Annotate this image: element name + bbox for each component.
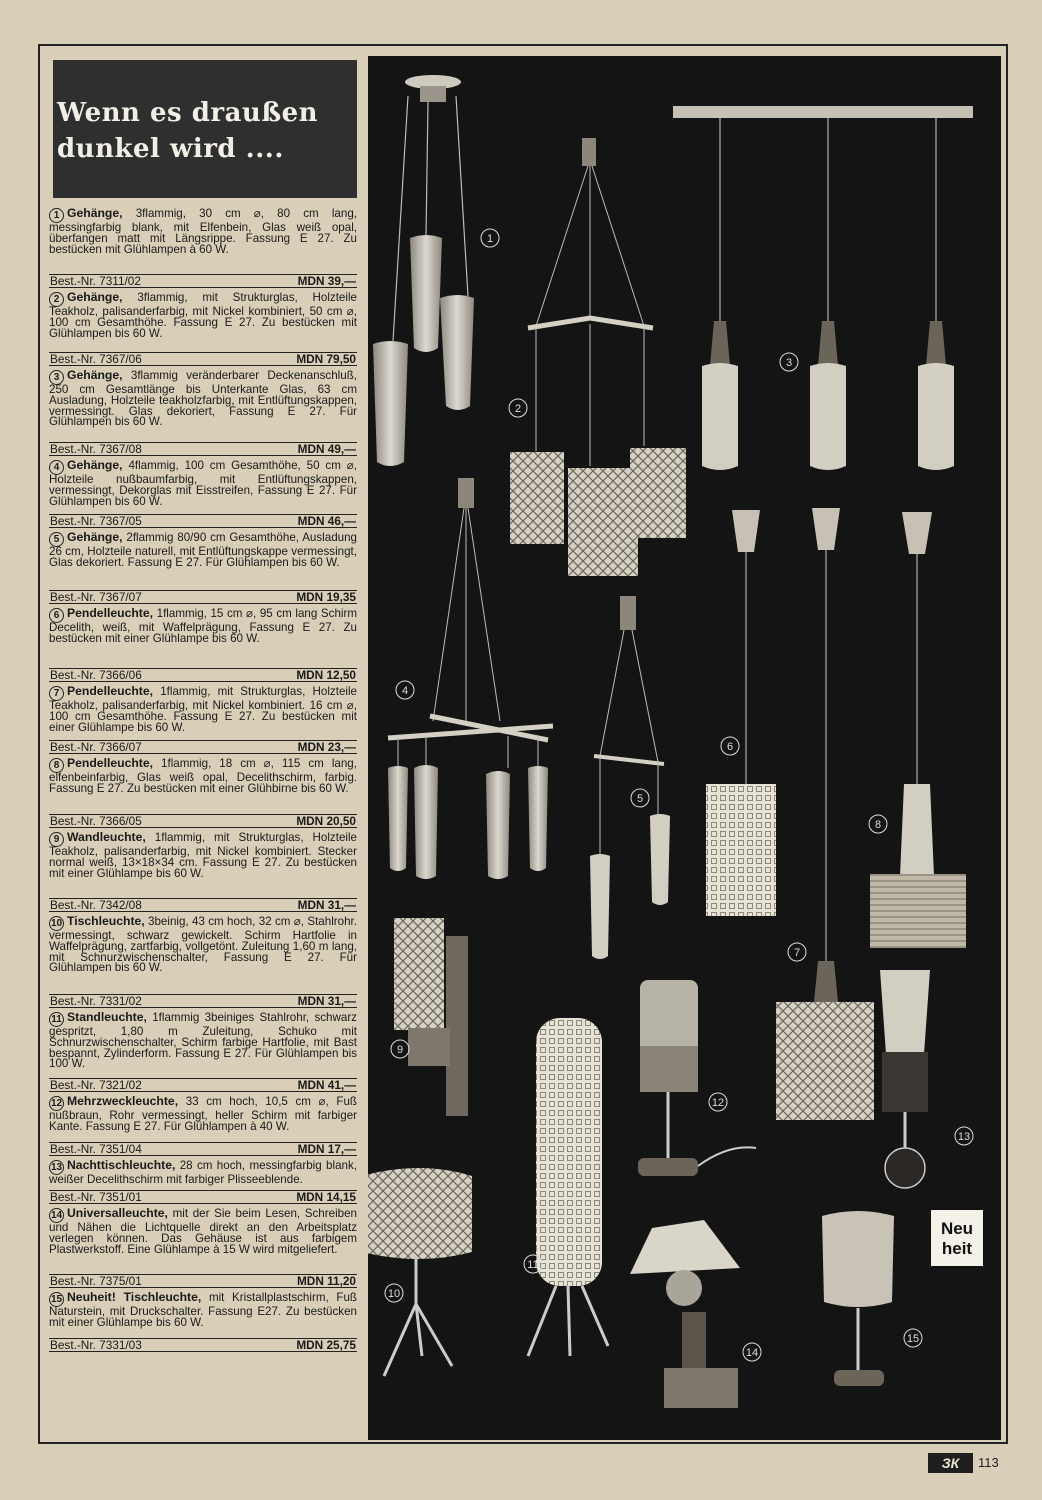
order-number: Best.-Nr. 7375/01 — [50, 1274, 142, 1288]
lamp-9-illustration — [394, 918, 468, 1116]
product-entry — [49, 208, 357, 292]
entry-description — [49, 1292, 357, 1329]
product-entry — [49, 1096, 357, 1160]
entry-text: 3flammig veränderbarer Deckenanschluß, 250 cm Gesamtlänge bis Unterkante Glas, 63 cm Ausladung, Holzteile teakholzfarbig, mit Entlüftungskappen, vermessingt. Glas dekoriert, Fassung E 27. Für Glühlampen bis 60 W. — [49, 369, 357, 429]
entry-order-row — [49, 740, 357, 754]
entry-order-row — [49, 590, 357, 604]
price: MDN 31,— — [297, 994, 356, 1008]
photo-label-7: 7 — [793, 947, 801, 959]
entry-product-name: Pendelleuchte, — [67, 756, 154, 770]
product-entry — [49, 370, 357, 460]
entry-text: 3flammig, mit Strukturglas, Holzteile Teakholz, palisanderfarbig, mit Nickel kombiniert, 50 cm ⌀, 100 cm Gesamthöhe. Fassung E 27. Zu bestücken mit Glühlampen bis 60 W. — [49, 291, 357, 340]
price: MDN 14,15 — [296, 1190, 356, 1204]
entry-text: 28 cm hoch, messingfarbig blank, weißer Decelithschirm mit farbiger Plisseeblende. — [49, 1159, 357, 1186]
photo-label-14: 14 — [745, 1347, 759, 1359]
photo-number-labels — [385, 229, 973, 1361]
order-number: Best.-Nr. 7311/02 — [50, 274, 141, 288]
entry-number: 9 — [49, 832, 64, 847]
badge-line-1: Neu — [940, 1219, 974, 1238]
entry-text: mit der Sie beim Lesen, Schreiben und Nähen die Lichtquelle direkt an den Arbeitsplatz verlegen können. Das Gehäuse ist aus farbigem Plastwerkstoff. Eine Glühlampe à 15 W wird mitgeliefert. — [49, 1207, 357, 1256]
entry-number: 2 — [49, 292, 64, 307]
entry-text: 4flammig, 100 cm Gesamthöhe, 50 cm ⌀, Holzteile nußbaumfarbig, mit Entlüftungskappen, vermessingt, Dekorglas mit Eisstreifen, Fassung E 27. Für Glühlampen bis 60 W. — [49, 459, 357, 508]
photo-label-4: 4 — [401, 685, 409, 697]
product-entry — [49, 460, 357, 532]
order-number: Best.-Nr. 7351/01 — [50, 1190, 142, 1204]
entry-number: 1 — [49, 208, 64, 223]
entry-product-name: Wandleuchte, — [67, 830, 146, 844]
entry-description — [49, 832, 357, 879]
lamp-7-illustration — [776, 508, 874, 1120]
entry-product-name: Tischleuchte, — [67, 914, 145, 928]
entry-description — [49, 686, 357, 733]
order-number: Best.-Nr. 7351/04 — [50, 1142, 142, 1156]
entry-number: 4 — [49, 460, 64, 475]
product-entry — [49, 916, 357, 1012]
entry-text: 1flammig, mit Strukturglas, Holzteile Teakholz, palisanderfarbig, mit Nickel kombiniert. 16 cm ⌀, 100 cm Gesamthöhe. Fassung E 27. Zu bestücken mit einer Glühlampe bis 60 W. — [49, 685, 357, 734]
entry-text: 1flammig, 18 cm ⌀, 115 cm lang, elfenbeinfarbig, Glas weiß opal, Decelithschirm, farbig. Fassung E 27. Zu bestücken mit einer Glühbirne bis 60 W. — [49, 757, 357, 795]
price: MDN 12,50 — [296, 668, 356, 682]
lamp-12-illustration — [638, 980, 756, 1176]
lamp-13-illustration — [880, 970, 930, 1188]
entry-number: 6 — [49, 608, 64, 623]
entry-text: 1flammig 3beiniges Stahlrohr, schwarz gespritzt, 1,80 m Zuleitung, Schuko mit Schnurzwischenschalter, Schirm farbige Hartfolie, mit Bast bespannt, Zylinderform. Fassung E 27. Für Glühlampen bis 100 W. — [49, 1011, 357, 1071]
entry-number: 10 — [50, 918, 63, 929]
entry-order-row — [49, 1190, 357, 1204]
photo-label-13: 13 — [957, 1131, 971, 1143]
entry-description — [49, 460, 357, 507]
price: MDN 25,75 — [296, 1338, 356, 1352]
price: MDN 19,35 — [296, 590, 356, 604]
price: MDN 23,— — [297, 740, 356, 754]
photo-label-9: 9 — [396, 1044, 404, 1056]
entry-order-row — [49, 352, 357, 366]
photo-label-1: 1 — [486, 233, 494, 245]
lamp-15-illustration — [822, 1211, 894, 1386]
entry-text: 1flammig, mit Strukturglas, Holzteile Teakholz, palisanderfarbig, mit Nickel kombiniert. Stecker normal weiß, 13×18×34 cm. Fassung E 27. Zu bestücken mit einer Glühlampe bis 60 W. — [49, 831, 357, 880]
entry-product-name: Gehänge, — [67, 458, 123, 472]
entry-text: mit Kristallplastschirm, Fuß Naturstein, mit Druckschalter. Fassung E27. Zu bestücken mit einer Glühlampe bis 60 W. — [49, 1291, 357, 1329]
entry-number: 8 — [49, 758, 64, 773]
headline-box — [53, 60, 357, 198]
lamp-10-illustration — [368, 1168, 472, 1376]
product-entry — [49, 1012, 357, 1096]
entry-number: 3 — [49, 370, 64, 385]
entry-description — [49, 1096, 357, 1133]
photo-label-2: 2 — [514, 403, 522, 415]
entry-order-row — [49, 1078, 357, 1092]
price: MDN 31,— — [297, 898, 356, 912]
entry-product-name: Pendelleuchte, — [67, 606, 154, 620]
entry-product-name: Gehänge, — [67, 206, 123, 220]
order-number: Best.-Nr. 7367/07 — [50, 590, 142, 604]
entry-order-row — [49, 814, 357, 828]
entry-description — [49, 1208, 357, 1255]
order-number: Best.-Nr. 7331/02 — [50, 994, 142, 1008]
entry-product-name: Neuheit! Tischleuchte, — [67, 1290, 202, 1304]
entry-description — [49, 1012, 357, 1070]
entry-product-name: Standleuchte, — [67, 1010, 147, 1024]
page-number: 113 — [978, 1455, 999, 1470]
lamp-5-illustration — [590, 596, 670, 959]
entry-number: 11 — [49, 1012, 64, 1027]
lamps-illustration — [368, 56, 1001, 1440]
price: MDN 46,— — [297, 514, 356, 528]
entry-product-name: Nachttischleuchte, — [67, 1158, 176, 1172]
photo-label-5: 5 — [636, 793, 644, 805]
order-number: Best.-Nr. 7367/06 — [50, 352, 142, 366]
price: MDN 11,20 — [296, 1274, 356, 1288]
lamp-2-illustration — [510, 138, 686, 576]
order-number: Best.-Nr. 7321/02 — [50, 1078, 142, 1092]
price: MDN 41,— — [297, 1078, 356, 1092]
entry-number: 12 — [50, 1098, 63, 1109]
entry-product-name: Universalleuchte, — [67, 1206, 168, 1220]
photo-label-12: 12 — [711, 1097, 725, 1109]
badge-line-2: heit — [941, 1239, 973, 1258]
product-entry — [49, 832, 357, 916]
order-number: Best.-Nr. 7366/06 — [50, 668, 142, 682]
entry-product-name: Mehrzweckleuchte, — [67, 1094, 179, 1108]
entry-product-name: Pendelleuchte, — [67, 684, 154, 698]
photo-label-3: 3 — [785, 357, 793, 369]
entry-text: 1flammig, 15 cm ⌀, 95 cm lang Schirm Decelith, weiß, mit Waffelprägung, Fassung E 27. Zu bestücken mit einer Glühlampe bis 60 W. — [49, 607, 357, 645]
entry-product-name: Gehänge, — [67, 290, 123, 304]
product-entries — [47, 208, 359, 1356]
entry-description — [49, 758, 357, 795]
entry-description — [49, 208, 357, 255]
entry-order-row — [49, 514, 357, 528]
entry-description — [49, 292, 357, 339]
entry-order-row — [49, 274, 357, 288]
entry-order-row — [49, 668, 357, 682]
entry-order-row — [49, 994, 357, 1008]
entry-order-row — [49, 1338, 357, 1352]
entry-number: 5 — [49, 532, 64, 547]
entry-product-name: Gehänge, — [67, 530, 123, 544]
publisher-logo: ЗК — [928, 1453, 973, 1473]
entry-description — [49, 916, 357, 974]
entry-number: 7 — [49, 686, 64, 701]
entry-text: 33 cm hoch, 10,5 cm ⌀, Fuß nußbraun, Rohr vermessingt, heller Schirm mit farbiger Kante. Fassung E 27. Für Glühlampen à 40 W. — [49, 1095, 357, 1133]
entry-description — [49, 1160, 357, 1186]
product-entry — [49, 686, 357, 758]
lamp-11-illustration — [528, 1018, 608, 1356]
entry-text: 3beinig, 43 cm hoch, 32 cm ⌀, Stahlrohr. vermessingt, schwarz gewickelt. Schirm Hartfolie in Waffelprägung, zartfarbig, vollgetönt. Zuleitung 1,60 m lang, mit Schnurzwischenschalter, Fassung E 27. Für Glühlampen bis 60 W. — [49, 915, 357, 975]
order-number: Best.-Nr. 7331/03 — [50, 1338, 142, 1352]
entry-number: 13 — [50, 1162, 63, 1173]
order-number: Best.-Nr. 7367/05 — [50, 514, 142, 528]
product-entry — [49, 532, 357, 608]
photo-label-15: 15 — [906, 1333, 920, 1345]
product-entry — [49, 292, 357, 370]
order-number: Best.-Nr. 7366/05 — [50, 814, 142, 828]
photo-label-8: 8 — [874, 819, 882, 831]
product-list-column — [47, 56, 359, 1436]
entry-number: 15 — [50, 1294, 63, 1305]
lamp-3-illustration — [673, 106, 973, 470]
product-entry — [49, 1292, 357, 1356]
price: MDN 49,— — [297, 442, 356, 456]
photo-label-10: 10 — [387, 1288, 401, 1300]
price: MDN 39,— — [297, 274, 356, 288]
entry-order-row — [49, 898, 357, 912]
product-entry — [49, 608, 357, 686]
entry-number: 14 — [50, 1210, 63, 1221]
entry-description — [49, 370, 357, 428]
headline-line-2: dunkel wird .... — [57, 134, 284, 164]
lamp-6-illustration — [706, 510, 776, 916]
new-product-badge — [931, 1210, 983, 1266]
entry-product-name: Gehänge, — [67, 368, 123, 382]
headline-line-1: Wenn es draußen — [57, 98, 319, 128]
entry-order-row — [49, 442, 357, 456]
entry-text: 2flammig 80/90 cm Gesamthöhe, Ausladung 26 cm, Holzteile naturell, mit Entlüftungskappe vermessingt, Glas dekoriert. Fassung E 27. Für Glühlampen bis 60 W. — [49, 531, 357, 569]
photo-label-6: 6 — [726, 741, 734, 753]
product-entry — [49, 758, 357, 832]
lamp-8-illustration — [870, 512, 966, 948]
entry-order-row — [49, 1274, 357, 1288]
product-entry — [49, 1208, 357, 1292]
order-number: Best.-Nr. 7366/07 — [50, 740, 142, 754]
price: MDN 79,50 — [296, 352, 356, 366]
photo-label-11: 11 — [527, 1259, 539, 1271]
price: MDN 20,50 — [296, 814, 356, 828]
lamp-14-illustration — [630, 1220, 740, 1408]
order-number: Best.-Nr. 7367/08 — [50, 442, 142, 456]
price: MDN 17,— — [297, 1142, 356, 1156]
entry-description — [49, 532, 357, 569]
entry-text: 3flammig, 30 cm ⌀, 80 cm lang, messingfarbig blank, mit Elfenbein, Glas weiß opal, überfangen matt mit Längsrippe. Fassung E 27. Zu bestücken mit Glühlampen à 60 W. — [49, 207, 357, 256]
product-entry — [49, 1160, 357, 1208]
order-number: Best.-Nr. 7342/08 — [50, 898, 142, 912]
lamp-1-illustration — [373, 75, 474, 466]
product-photo — [368, 56, 1001, 1440]
entry-description — [49, 608, 357, 645]
entry-order-row — [49, 1142, 357, 1156]
